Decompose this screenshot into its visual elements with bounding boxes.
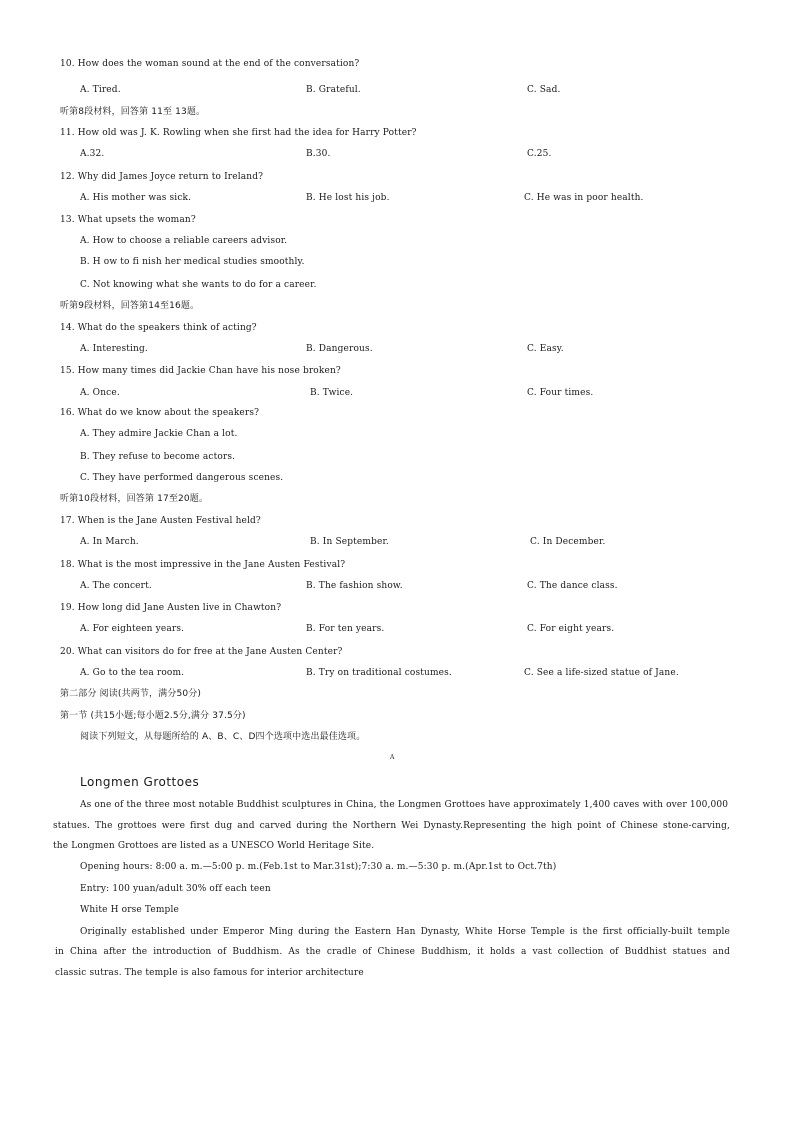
option-c: C. They have performed dangerous scenes. [80, 473, 284, 483]
article-paragraph-line: in China after the introduction of Buddhism. As the cradle of Chinese Buddhism, it holds a vast collection of Buddhist statues and [55, 947, 730, 957]
article-paragraph-line: Originally established under Emperor Ming during the Eastern Han Dynasty, White Horse Temple is the first officially-built temple [80, 927, 730, 937]
question-stem: 13. What upsets the woman? [60, 215, 196, 225]
question-stem: 18. What is the most impressive in the Jane Austen Festival? [60, 560, 346, 570]
option-c: C. In December. [530, 537, 606, 547]
option-b: B. Try on traditional costumes. [306, 668, 452, 678]
option-a: A. How to choose a reliable careers advisor. [80, 236, 288, 246]
option-a: A. The concert. [80, 581, 152, 591]
option-a: A.32. [80, 149, 105, 159]
question-stem: 19. How long did Jane Austen live in Chawton? [60, 603, 282, 613]
part-heading: 第二部分 阅读(共两节，满分50分) [60, 689, 202, 699]
entry-price: Entry: 100 yuan/adult 30% off each teen [80, 884, 271, 894]
option-b: B. The fashion show. [306, 581, 403, 591]
article-paragraph-line: classic sutras. The temple is also famous for interior architecture [55, 968, 364, 978]
option-b: B. Grateful. [306, 85, 361, 95]
question-stem: 17. When is the Jane Austen Festival held? [60, 516, 261, 526]
option-b: B. H ow to fi nish her medical studies smoothly. [80, 257, 305, 267]
option-c: C. The dance class. [527, 581, 618, 591]
article-paragraph-line: the Longmen Grottoes are listed as a UNESCO World Heritage Site. [53, 841, 375, 851]
opening-hours: Opening hours: 8:00 a. m.—5:00 p. m.(Feb.1st to Mar.31st);7:30 a. m.—5:30 p. m.(Apr.1st to Oct.7th) [80, 862, 557, 872]
section-instruction: 听第9段材料，回答第14至16题。 [60, 301, 200, 311]
option-b: B. In September. [310, 537, 389, 547]
reading-instruction: 阅读下列短文，从每题所给的 A、B、C、D四个选项中选出最佳选项。 [80, 732, 366, 742]
question-stem: 14. What do the speakers think of acting? [60, 323, 257, 333]
option-a: A. In March. [80, 537, 139, 547]
option-c: C. See a life-sized statue of Jane. [524, 668, 679, 678]
question-stem: 11. How old was J. K. Rowling when she first had the idea for Harry Potter? [60, 128, 417, 138]
option-c: C. Four times. [527, 388, 594, 398]
option-c: C. Sad. [527, 85, 561, 95]
option-b: B. He lost his job. [306, 193, 390, 203]
section-heading: 第一节 (共15小题;每小题2.5分,满分 37.5分) [60, 711, 246, 721]
passage-marker: A [390, 754, 395, 761]
section-instruction: 听第8段材料，回答第 11至 13题。 [60, 107, 206, 117]
option-a: A. Go to the tea room. [80, 668, 185, 678]
section-instruction: 听第10段材料，回答第 17至20题。 [60, 494, 209, 504]
option-b: B. For ten years. [306, 624, 385, 634]
article-title: Longmen Grottoes [80, 775, 200, 789]
option-c: C. He was in poor health. [524, 193, 644, 203]
question-stem: 12. Why did James Joyce return to Ireland? [60, 172, 264, 182]
option-a: A. Interesting. [80, 344, 148, 354]
article-paragraph-line: As one of the three most notable Buddhist sculptures in China, the Longmen Grottoes have approximately 1,400 caves with over 100,000 [80, 800, 729, 810]
question-stem: 16. What do we know about the speakers? [60, 408, 260, 418]
option-b: B.30. [306, 149, 331, 159]
question-stem: 20. What can visitors do for free at the Jane Austen Center? [60, 647, 343, 657]
question-stem: 10. How does the woman sound at the end of the conversation? [60, 59, 360, 69]
option-a: A. Tired. [80, 85, 121, 95]
option-a: A. They admire Jackie Chan a lot. [80, 429, 238, 439]
option-a: A. For eighteen years. [80, 624, 185, 634]
article-paragraph-line: statues. The grottoes were first dug and carved during the Northern Wei Dynasty.Representing the high point of Chinese stone-carving, [53, 821, 730, 831]
article-subtitle: White H orse Temple [80, 905, 179, 915]
option-b: B. Dangerous. [306, 344, 373, 354]
option-b: B. They refuse to become actors. [80, 452, 236, 462]
option-b: B. Twice. [310, 388, 354, 398]
option-c: C. For eight years. [527, 624, 615, 634]
option-c: C.25. [527, 149, 552, 159]
option-a: A. His mother was sick. [80, 193, 192, 203]
option-a: A. Once. [80, 388, 120, 398]
question-stem: 15. How many times did Jackie Chan have his nose broken? [60, 366, 341, 376]
option-c: C. Easy. [527, 344, 564, 354]
option-c: C. Not knowing what she wants to do for a career. [80, 280, 317, 290]
